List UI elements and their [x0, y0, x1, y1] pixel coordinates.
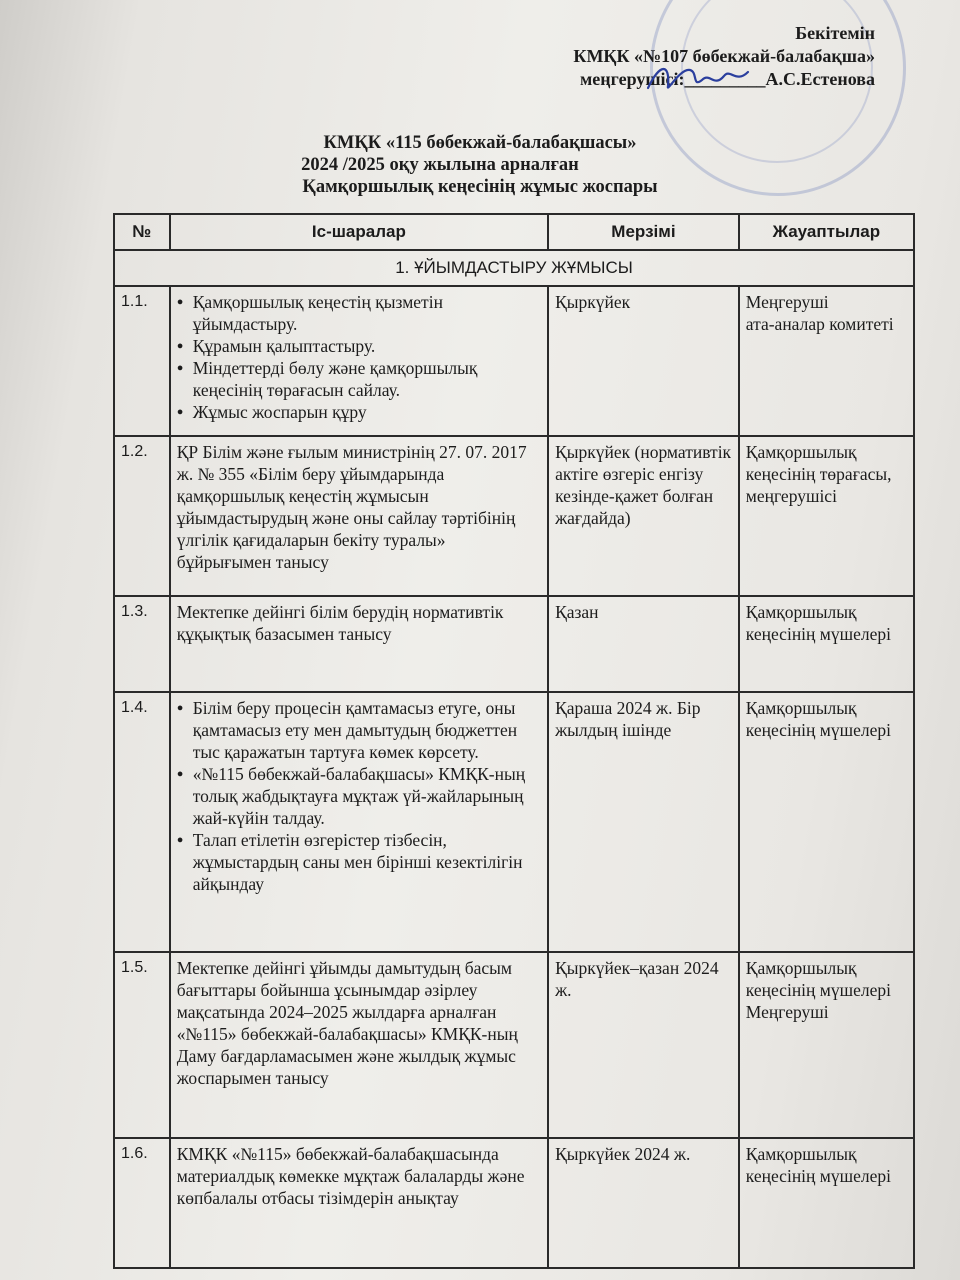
- signature: [640, 58, 760, 98]
- approval-line-3: меңгерушісі:_________А.С.Естенова: [580, 69, 875, 89]
- title-line-2: 2024 /2025 оқу жылына арналған: [301, 155, 579, 175]
- row-activity: Мектепке дейінгі білім берудің нормативтік құқықтық базасымен танысу: [170, 596, 548, 692]
- section-title: 1. ҰЙЫМДАСТЫРУ ЖҰМЫСЫ: [114, 250, 914, 286]
- row-number: 1.4.: [114, 692, 170, 952]
- row-term: Қыркүйек–қазан 2024 ж.: [548, 952, 739, 1138]
- header-term: Мерзімі: [548, 214, 739, 250]
- row-term: Қараша 2024 ж. Бір жылдың ішінде: [548, 692, 739, 952]
- row-number: 1.6.: [114, 1138, 170, 1268]
- responsible-line: Меңгеруші: [745, 1002, 829, 1022]
- row-term: Қыркүйек (нормативтік актіге өзгеріс енгізу кезінде-қажет болған жағдайда): [548, 436, 739, 596]
- table-row: [114, 1138, 914, 1268]
- table-row: [114, 692, 914, 952]
- activity-item: ● Қамқоршылық кеңестің қызметін ұйымдастыру.: [177, 291, 541, 335]
- header-activities: Іс-шаралар: [170, 214, 548, 250]
- approval-line-2: КМҚК «№107 бөбекжай-балабақша»: [573, 46, 875, 66]
- row-term: Қыркүйек: [548, 286, 739, 436]
- row-responsible: [739, 286, 914, 436]
- row-activity: КМҚК «№115» бөбекжай-балабақшасында материалдық көмекке мұқтаж балаларды және көпбалалы отбасы тізімдерін анықтау: [170, 1138, 548, 1268]
- table-header-row: [114, 214, 914, 250]
- table-row: [114, 596, 914, 692]
- table-row: [114, 436, 914, 596]
- activity-item: ● Міндеттерді бөлу және қамқоршылық кеңесінің төрағасын сайлау.: [177, 357, 541, 401]
- table-row: [114, 286, 914, 436]
- row-activities: [170, 286, 548, 436]
- responsible-line: Қамқоршылық кеңесінің мүшелері: [745, 958, 891, 1000]
- row-term: Қыркүйек 2024 ж.: [548, 1138, 739, 1268]
- activity-item: ● Құрамын қалыптастыру.: [177, 335, 541, 357]
- responsible-line: ата-аналар комитеті: [745, 314, 894, 334]
- row-activities: [170, 692, 548, 952]
- title-line-3: Қамқоршылық кеңесінің жұмыс жоспары: [302, 177, 658, 197]
- row-number: 1.5.: [114, 952, 170, 1138]
- row-number: 1.2.: [114, 436, 170, 596]
- header-responsible: Жауаптылар: [739, 214, 914, 250]
- row-responsible: Қамқоршылық кеңесінің төрағасы, меңгерушісі: [739, 436, 914, 596]
- activity-item: ● Жұмыс жоспарын құру: [177, 401, 541, 423]
- activity-item: ● «№115 бөбекжай-балабақшасы» КМҚК-ның толық жабдықтауға мұқтаж үй-жайларының жай-күйін талдау.: [177, 763, 541, 829]
- row-number: 1.3.: [114, 596, 170, 692]
- row-term: Қазан: [548, 596, 739, 692]
- row-responsible: Қамқоршылық кеңесінің мүшелері: [739, 596, 914, 692]
- row-responsible: Қамқоршылық кеңесінің мүшелері: [739, 1138, 914, 1268]
- row-responsible: Қамқоршылық кеңесінің мүшелері: [739, 692, 914, 952]
- row-activity: ҚР Білім және ғылым министрінің 27. 07. 2017 ж. № 355 «Білім беру ұйымдарында қамқоршылық кеңестің жұмысын ұйымдастырудың және оны сайлау тәртібінің үлгілік қағидаларын бекіту туралы» бұйрығымен танысу: [170, 436, 548, 596]
- responsible-line: Меңгеруші: [745, 292, 829, 312]
- section-row: [114, 250, 914, 286]
- row-activity: Мектепке дейінгі ұйымды дамытудың басым бағыттары бойынша ұсынымдар әзірлеу мақсатында 2024–2025 жылдарға арналған «№115» бөбекжай-балабақшасы» КМҚК-ның Даму бағдарламасымен және жылдық жұмыс жоспарымен танысу: [170, 952, 548, 1138]
- row-number: 1.1.: [114, 286, 170, 436]
- plan-table: [113, 213, 915, 1269]
- header-number: №: [114, 214, 170, 250]
- approval-line-1: Бекітемін: [795, 23, 875, 43]
- title-line-1: КМҚК «115 бөбекжай-балабақшасы»: [323, 133, 637, 153]
- activity-item: ● Білім беру процесін қамтамасыз етуге, оны қамтамасыз ету мен дамытудың бюджеттен тыс қаражатын тартуға көмек көрсету.: [177, 697, 541, 763]
- row-responsible: [739, 952, 914, 1138]
- table-row: [114, 952, 914, 1138]
- activity-item: ● Талап етілетін өзгерістер тізбесін, жұмыстардың саны мен бірінші кезектілігін айқындау: [177, 829, 541, 895]
